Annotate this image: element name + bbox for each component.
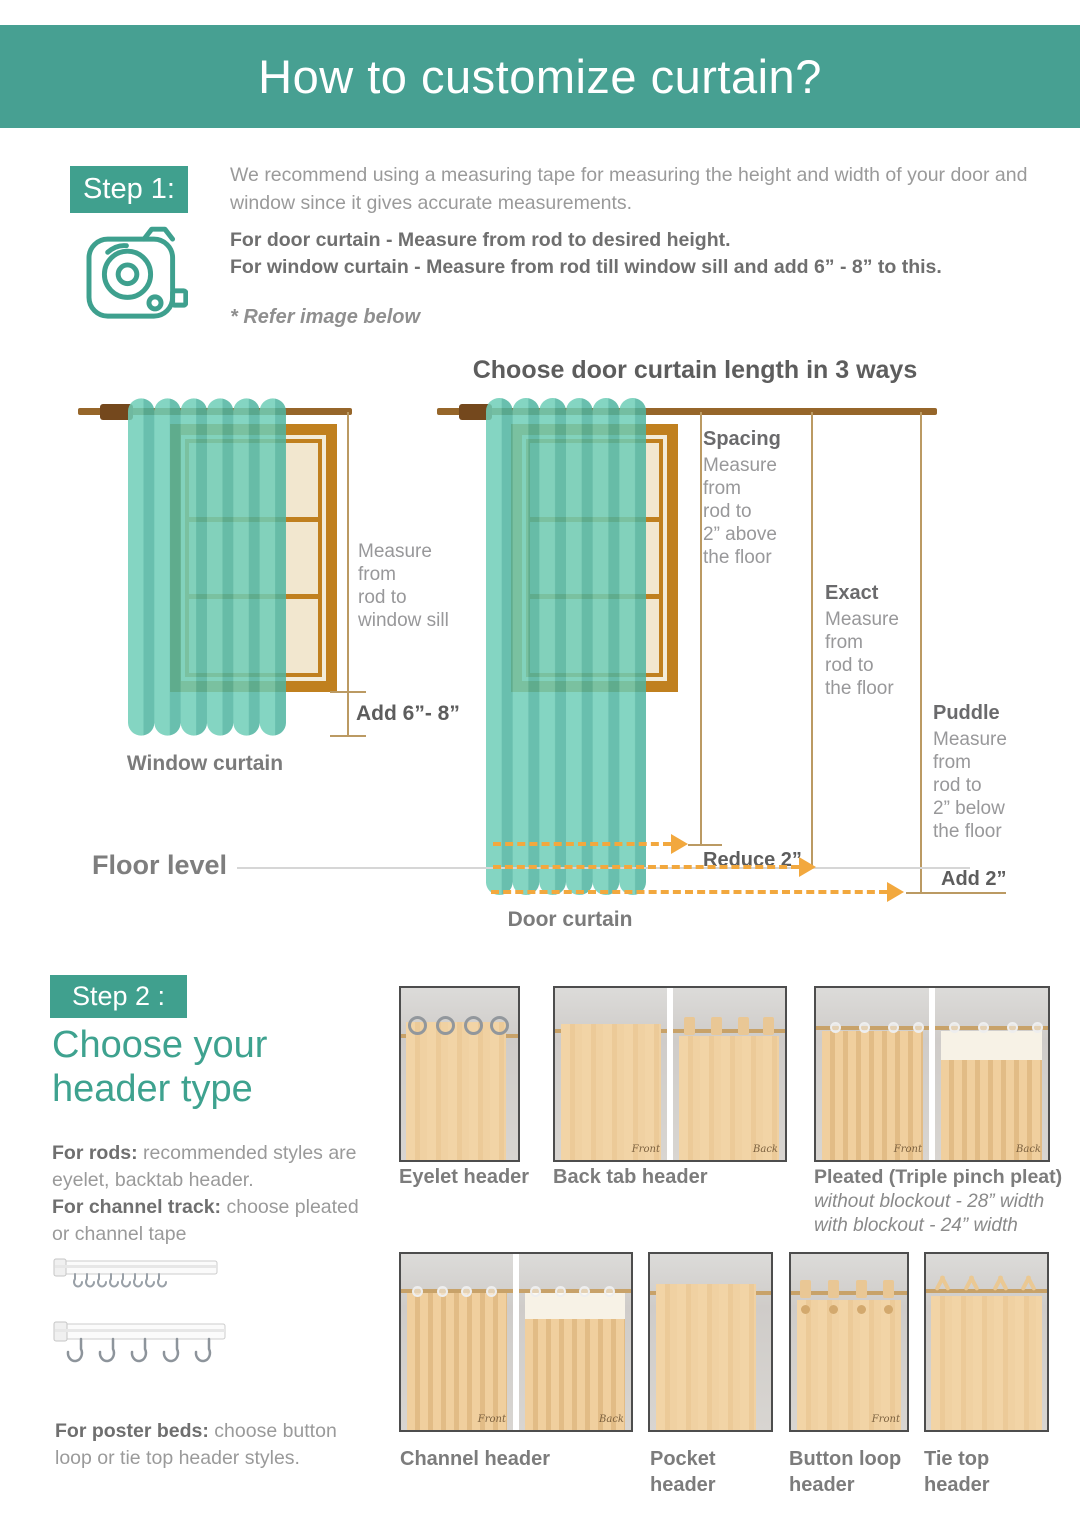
exact-dash-line [493,865,799,869]
back-tag: Back [599,1414,624,1425]
sill-tick [330,691,366,693]
photo-back-tab-header [553,986,787,1162]
window-measure-text: Measure from rod to window sill [358,541,449,631]
puddle-line [920,412,922,893]
rods-bold: For rods: [52,1142,138,1164]
spacing-line [700,412,702,845]
exact-title: Exact [825,582,879,604]
exact-line [811,412,813,868]
front-tag: Front [893,1144,922,1155]
door-curtain-label: Door curtain [507,908,633,931]
title-banner [0,25,1080,128]
diagram-title: Choose door curtain length in 3 ways [472,356,918,384]
poster-bold: For poster beds: [55,1420,209,1442]
puddle-arrow-icon [887,882,904,902]
reduce-2-label: Reduce 2” [703,849,802,871]
front-tag: Front [871,1414,900,1425]
reduce-dash-line [493,842,671,846]
add-2-label: Add 2” [941,868,1007,890]
add-6-8-label: Add 6”- 8” [356,702,460,725]
reduce-arrow-icon [671,834,688,854]
photo-pocket-header [648,1252,773,1432]
channel-track-image-1 [53,1254,225,1313]
pleated-label: Pleated (Triple pinch pleat) [814,1166,1063,1188]
back-tag: Back [1016,1144,1041,1155]
front-tag: Front [631,1144,660,1155]
step2-heading-line2: header type [52,1068,253,1110]
add-tick [330,735,366,737]
reduce-tick [688,844,722,846]
exact-text: Measure from rod to the floor [825,609,899,699]
measuring-tape-icon [78,216,188,326]
step2-heading-line1: Choose your [52,1024,268,1066]
window-measure-line [347,412,349,736]
poster-beds-paragraph: For poster beds: choose button loop or tie top header styles. [55,1420,337,1469]
button-loop-label: Button loop header [789,1448,902,1496]
photo-eyelet-header [399,986,520,1162]
back-tag: Back [753,1144,778,1155]
puddle-dash-line [491,890,887,894]
channel-bold: For channel track: [52,1196,222,1218]
tie-top-label: Tie top header [924,1448,990,1496]
step1-intro: We recommend using a measuring tape for measuring the height and width of your door and window since it gives accurate measurements. [230,164,1028,214]
page-title: How to customize curtain? [258,50,822,103]
step1-badge [70,166,188,213]
step1-badge-label: Step 1: [83,173,175,205]
step1-door-line: For door curtain - Measure from rod to desired height. [230,229,731,251]
step2-rods-paragraph: For rods: recommended styles are eyelet, backtab header. For channel track: choose pleated or channel tape [52,1142,359,1245]
floor-level-label: Floor level [92,850,228,880]
photo-channel-header [399,1252,633,1432]
step1-note: * Refer image below [230,306,421,328]
pleated-sub-1: without blockout - 28” width [814,1191,1045,1212]
add2-tick [906,892,1006,894]
puddle-title: Puddle [933,702,1000,724]
spacing-text: Measure from rod to 2” above the floor [703,455,777,568]
photo-tie-top-header [924,1252,1049,1432]
measure-diagram [0,340,1080,960]
puddle-text: Measure from rod to 2” below the floor [933,729,1007,842]
front-tag: Front [477,1414,506,1425]
window-curtain-label: Window curtain [126,752,284,775]
step2-badge-label: Step 2 : [71,981,166,1011]
photo-pleated-header [814,986,1050,1162]
step2-badge [50,975,187,1018]
channel-label: Channel header [400,1448,551,1470]
exact-arrow-icon [799,857,816,877]
eyelet-label: Eyelet header [399,1166,530,1188]
spacing-title: Spacing [703,428,781,450]
pocket-label: Pocket header [650,1448,716,1496]
back-tab-label: Back tab header [553,1166,708,1188]
channel-track-image-2 [53,1318,233,1405]
step1-window-line: For window curtain - Measure from rod till window sill and add 6” - 8” to this. [230,256,942,278]
window-curtain-graphic [128,398,286,741]
door-curtain-graphic [486,398,646,900]
pleated-sub-2: with blockout - 24” width [814,1215,1018,1236]
photo-button-loop-header [789,1252,909,1432]
